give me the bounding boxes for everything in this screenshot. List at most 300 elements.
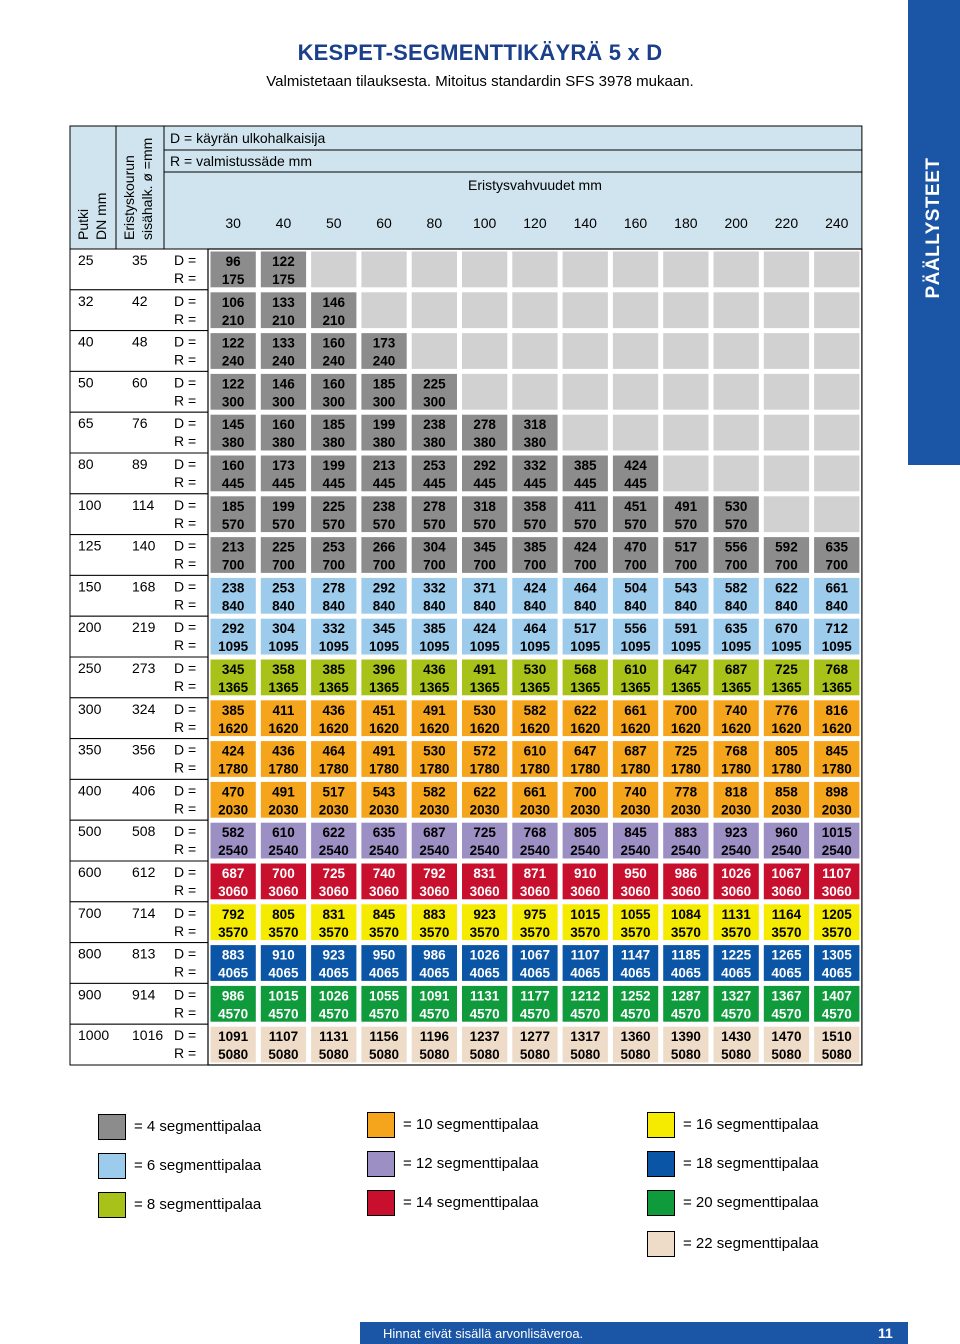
table-cell	[813, 291, 860, 329]
table-cell	[662, 373, 709, 411]
cell-r-value: 380	[322, 435, 346, 451]
cell-r-value: 1620	[469, 720, 500, 736]
insulation-header-line-1: Eristyskourun	[121, 155, 137, 240]
cell-d-value: 910	[573, 866, 597, 881]
cell-d-value: 700	[272, 866, 295, 881]
cell-r-value: 3060	[268, 884, 299, 899]
cell-d-value: 160	[322, 335, 346, 351]
cell-r-value: 300	[221, 394, 245, 410]
cell-d-value: 122	[221, 335, 245, 351]
cell-d-value: 464	[523, 621, 547, 637]
legend-label: = 16 segmenttipalaa	[683, 1116, 819, 1133]
table-data-border	[208, 249, 862, 1065]
table-cell	[763, 455, 810, 493]
cell-r-value: 1365	[419, 680, 450, 695]
d-label: D =	[174, 1027, 197, 1044]
table-cell	[813, 495, 860, 533]
cell-d-value: 213	[221, 539, 245, 555]
cell-d-value: 396	[372, 662, 396, 677]
cell-r-value: 570	[272, 516, 295, 532]
thickness-label: 200	[724, 215, 748, 231]
cell-d-value: 986	[674, 866, 698, 881]
cell-d-value: 622	[775, 580, 798, 596]
cell-r-value: 1095	[419, 639, 450, 655]
cell-d-value: 1287	[670, 988, 701, 1004]
cell-d-value: 278	[473, 417, 496, 433]
cell-d-value: 1107	[268, 1029, 299, 1045]
cell-d-value: 986	[221, 988, 245, 1004]
legend-swatch	[98, 1153, 126, 1179]
page-title: KESPET-SEGMENTTIKÄYRÄ 5 x D	[297, 40, 663, 65]
cell-r-value: 1365	[570, 680, 601, 695]
cell-d-value: 768	[825, 662, 849, 677]
cell-d-value: 1367	[771, 988, 802, 1004]
thickness-label: 120	[523, 215, 547, 231]
cell-r-value: 5080	[519, 1047, 550, 1063]
table-cell	[511, 373, 558, 411]
cell-r-value: 3570	[821, 924, 852, 940]
r-label: R =	[174, 310, 197, 327]
d-label: D =	[174, 904, 197, 921]
cell-d-value: 358	[272, 662, 295, 677]
table-cell	[763, 373, 810, 411]
cell-d-value: 253	[272, 580, 295, 596]
cell-d-value: 687	[724, 662, 748, 677]
cell-r-value: 1365	[519, 680, 550, 695]
cell-d-value: 1107	[822, 866, 852, 881]
cell-d-value: 385	[221, 702, 245, 718]
cell-d-value: 185	[322, 417, 346, 433]
cell-r-value: 240	[272, 353, 295, 369]
cell-d-value: 436	[423, 662, 446, 677]
cell-r-value: 570	[573, 516, 597, 532]
table-cell	[562, 373, 609, 411]
d-label: D =	[174, 496, 197, 513]
cell-d-value: 1015	[268, 988, 299, 1004]
cell-d-value: 960	[775, 825, 798, 841]
cell-d-value: 1067	[519, 947, 550, 963]
cell-r-value: 1620	[620, 720, 651, 736]
cell-d-value: 133	[272, 294, 295, 310]
cell-d-value: 1026	[469, 947, 500, 963]
pipe-dn: 250	[78, 660, 102, 676]
cell-d-value: 572	[473, 743, 496, 759]
cell-r-value: 3570	[268, 924, 299, 940]
cell-d-value: 146	[272, 376, 295, 392]
insulation-diameter: 42	[132, 292, 148, 309]
r-label: R =	[174, 270, 197, 286]
cell-r-value: 1620	[570, 720, 601, 736]
insulation-diameter: 356	[132, 741, 156, 758]
cell-r-value: 300	[372, 394, 396, 410]
cell-r-value: 840	[674, 598, 698, 614]
cell-d-value: 424	[624, 458, 647, 473]
cell-d-value: 464	[573, 580, 597, 596]
cell-r-value: 1620	[670, 720, 701, 736]
table-cell	[763, 332, 810, 370]
pipe-dn: 900	[78, 986, 102, 1003]
cell-r-value: 1365	[318, 680, 349, 695]
cell-d-value: 530	[724, 498, 748, 514]
thickness-label: 30	[225, 215, 241, 231]
cell-r-value: 700	[372, 557, 396, 573]
cell-r-value: 1365	[771, 680, 802, 695]
cell-r-value: 1780	[570, 761, 601, 777]
insulation-diameter: 914	[132, 986, 156, 1003]
cell-d-value: 1277	[519, 1029, 550, 1045]
cell-d-value: 517	[674, 539, 698, 555]
cell-d-value: 1185	[671, 947, 701, 963]
cell-d-value: 950	[372, 947, 396, 963]
table-cell	[662, 332, 709, 370]
cell-r-value: 1095	[570, 639, 601, 655]
cell-r-value: 240	[372, 353, 396, 369]
table-cell	[713, 291, 760, 329]
cell-r-value: 380	[423, 435, 446, 451]
cell-d-value: 385	[322, 662, 346, 677]
cell-d-value: 160	[322, 376, 346, 392]
cell-d-value: 292	[372, 580, 396, 596]
cell-r-value: 2540	[318, 843, 349, 859]
d-label: D =	[174, 415, 197, 432]
cell-r-value: 3060	[218, 884, 249, 899]
cell-d-value: 1107	[570, 947, 600, 963]
cell-r-value: 2030	[469, 802, 500, 818]
page-number: 11	[878, 1325, 893, 1341]
cell-d-value: 1390	[670, 1029, 701, 1045]
cell-d-value: 700	[674, 702, 698, 718]
cell-r-value: 1780	[318, 761, 349, 777]
cell-r-value: 380	[272, 435, 295, 451]
cell-r-value: 240	[221, 353, 245, 369]
cell-d-value: 451	[624, 498, 647, 514]
cell-r-value: 2030	[369, 802, 400, 818]
cell-d-value: 1055	[369, 988, 400, 1004]
cell-r-value: 445	[624, 476, 647, 491]
cell-r-value: 4065	[318, 965, 349, 981]
table-cell	[713, 373, 760, 411]
cell-d-value: 687	[423, 825, 446, 841]
cell-r-value: 4570	[821, 1006, 852, 1022]
cell-r-value: 570	[724, 516, 748, 532]
cell-d-value: 530	[523, 662, 547, 677]
cell-r-value: 4570	[771, 1006, 802, 1022]
cell-d-value: 1510	[821, 1029, 852, 1045]
insulation-diameter: 273	[132, 660, 156, 676]
cell-r-value: 1095	[318, 639, 349, 655]
legend-label: = 6 segmenttipalaa	[134, 1157, 262, 1174]
cell-d-value: 725	[473, 825, 496, 841]
cell-r-value: 380	[523, 435, 547, 451]
legend-swatch	[647, 1190, 675, 1216]
cell-d-value: 635	[724, 621, 748, 637]
cell-d-value: 591	[674, 621, 698, 637]
cell-r-value: 2030	[570, 802, 601, 818]
cell-r-value: 1780	[771, 761, 802, 777]
cell-d-value: 986	[423, 947, 446, 963]
cell-r-value: 4570	[419, 1006, 450, 1022]
cell-d-value: 1212	[570, 988, 601, 1004]
cell-d-value: 568	[573, 662, 597, 677]
cell-d-value: 332	[423, 580, 446, 596]
legend-label: = 18 segmenttipalaa	[683, 1155, 819, 1172]
cell-d-value: 712	[825, 621, 849, 637]
cell-r-value: 2540	[771, 843, 802, 859]
cell-r-value: 700	[473, 557, 496, 573]
cell-d-value: 122	[221, 376, 245, 392]
table-cell	[411, 332, 458, 370]
r-label: R =	[174, 351, 197, 368]
cell-r-value: 1620	[268, 720, 299, 736]
thickness-title: Eristysvahvuudet mm	[468, 177, 602, 193]
cell-d-value: 225	[423, 376, 446, 392]
legend-label: = 14 segmenttipalaa	[403, 1194, 539, 1211]
cell-r-value: 5080	[721, 1047, 752, 1063]
cell-d-value: 424	[573, 539, 597, 555]
cell-d-value: 740	[724, 702, 748, 718]
cell-d-value: 199	[372, 417, 396, 433]
cell-d-value: 635	[825, 539, 849, 555]
cell-d-value: 805	[272, 906, 295, 922]
d-label: D =	[174, 537, 197, 554]
cell-d-value: 278	[423, 498, 446, 514]
cell-d-value: 491	[473, 662, 496, 677]
cell-d-value: 436	[322, 702, 346, 718]
cell-r-value: 3060	[519, 884, 550, 899]
cell-r-value: 4065	[268, 965, 299, 981]
cell-r-value: 1095	[369, 639, 400, 655]
cell-r-value: 1620	[318, 720, 349, 736]
cell-r-value: 2540	[721, 843, 752, 859]
cell-r-value: 1365	[670, 680, 701, 695]
cell-r-value: 3570	[620, 924, 651, 940]
r-label: R =	[174, 1004, 197, 1021]
cell-d-value: 517	[322, 784, 346, 800]
cell-r-value: 1780	[369, 761, 400, 777]
cell-r-value: 700	[523, 557, 547, 573]
cell-d-value: 225	[322, 498, 346, 514]
cell-r-value: 1780	[268, 761, 299, 777]
cell-d-value: 1237	[469, 1029, 500, 1045]
cell-r-value: 1365	[268, 680, 299, 695]
cell-r-value: 1780	[721, 761, 752, 777]
cell-d-value: 898	[825, 784, 849, 800]
cell-r-value: 2540	[821, 843, 852, 859]
cell-d-value: 582	[724, 580, 748, 596]
cell-d-value: 768	[724, 743, 748, 759]
table-cell	[713, 332, 760, 370]
cell-d-value: 332	[322, 621, 346, 637]
cell-r-value: 840	[221, 598, 245, 614]
cell-r-value: 1620	[519, 720, 550, 736]
cell-r-value: 3060	[369, 884, 400, 899]
cell-r-value: 1095	[620, 639, 651, 655]
cell-r-value: 700	[624, 557, 647, 573]
cell-d-value: 923	[322, 947, 346, 963]
cell-d-value: 464	[322, 743, 346, 759]
cell-d-value: 517	[573, 621, 597, 637]
cell-r-value: 570	[322, 516, 346, 532]
cell-d-value: 160	[221, 458, 245, 473]
r-label: R =	[174, 678, 197, 694]
footer-note: Hinnat eivät sisällä arvonlisäveroa.	[383, 1326, 584, 1341]
cell-r-value: 2030	[771, 802, 802, 818]
cell-r-value: 1620	[821, 720, 852, 736]
cell-d-value: 610	[523, 743, 547, 759]
cell-r-value: 3570	[218, 924, 249, 940]
cell-r-value: 4065	[570, 965, 601, 981]
cell-r-value: 380	[372, 435, 396, 451]
insulation-diameter: 114	[132, 496, 155, 513]
cell-d-value: 923	[473, 906, 496, 922]
cell-r-value: 2540	[670, 843, 701, 859]
thickness-label: 80	[426, 215, 443, 231]
r-label: R =	[174, 922, 197, 939]
cell-r-value: 3060	[318, 884, 349, 899]
cell-d-value: 556	[724, 539, 748, 555]
cell-r-value: 1095	[519, 639, 550, 655]
cell-d-value: 304	[423, 539, 446, 555]
insulation-diameter: 324	[132, 700, 156, 717]
cell-d-value: 725	[322, 866, 346, 881]
cell-r-value: 840	[272, 598, 295, 614]
cell-r-value: 570	[372, 516, 396, 532]
cell-d-value: 173	[272, 458, 295, 473]
cell-r-value: 3060	[469, 884, 500, 899]
cell-d-value: 610	[272, 825, 295, 841]
cell-r-value: 1365	[721, 680, 752, 695]
cell-d-value: 1131	[470, 988, 500, 1004]
cell-d-value: 199	[322, 458, 346, 473]
cell-d-value: 1470	[771, 1029, 802, 1045]
cell-d-value: 883	[221, 947, 245, 963]
cell-r-value: 2540	[570, 843, 601, 859]
cell-d-value: 1026	[721, 866, 752, 881]
cell-r-value: 1780	[821, 761, 852, 777]
insulation-diameter: 219	[132, 619, 156, 636]
cell-d-value: 725	[674, 743, 698, 759]
thickness-label: 140	[573, 215, 597, 231]
cell-d-value: 661	[523, 784, 547, 800]
cell-r-value: 1620	[369, 720, 400, 736]
cell-d-value: 385	[523, 539, 547, 555]
r-label: R =	[174, 596, 197, 613]
cell-d-value: 385	[573, 458, 597, 473]
cell-d-value: 1407	[821, 988, 852, 1004]
cell-d-value: 213	[372, 458, 396, 473]
pipe-dn: 350	[78, 741, 102, 758]
cell-r-value: 4065	[821, 965, 852, 981]
cell-d-value: 160	[272, 417, 295, 433]
table-cell	[662, 414, 709, 452]
cell-r-value: 300	[423, 394, 446, 410]
r-label: R =	[174, 882, 197, 898]
cell-d-value: 543	[372, 784, 396, 800]
cell-r-value: 2030	[519, 802, 550, 818]
cell-d-value: 831	[322, 906, 346, 922]
cell-d-value: 1205	[821, 906, 852, 922]
cell-r-value: 570	[473, 516, 496, 532]
cell-r-value: 5080	[469, 1047, 500, 1063]
cell-r-value: 3060	[620, 884, 651, 899]
cell-d-value: 845	[372, 906, 396, 922]
table-cell	[562, 332, 609, 370]
cell-d-value: 647	[674, 662, 698, 677]
table-cell	[461, 332, 508, 370]
table-cell	[662, 455, 709, 493]
table-cell	[813, 251, 860, 289]
cell-d-value: 1015	[821, 825, 852, 841]
cell-d-value: 411	[574, 498, 597, 514]
pipe-dn: 600	[78, 864, 102, 880]
cell-d-value: 530	[473, 702, 496, 718]
r-label: R =	[174, 963, 197, 980]
cell-d-value: 582	[221, 825, 245, 841]
cell-d-value: 278	[322, 580, 346, 596]
cell-d-value: 470	[624, 539, 647, 555]
insulation-diameter: 168	[132, 578, 156, 595]
thickness-label: 60	[376, 215, 392, 231]
legend-label: = 8 segmenttipalaa	[134, 1196, 262, 1213]
cell-d-value: 106	[221, 294, 245, 310]
cell-r-value: 4570	[318, 1006, 349, 1022]
table-cell	[461, 251, 508, 289]
cell-r-value: 3570	[721, 924, 752, 940]
cell-d-value: 776	[775, 702, 798, 718]
cell-d-value: 883	[674, 825, 698, 841]
cell-d-value: 687	[221, 866, 245, 881]
pipe-dn: 400	[78, 782, 102, 799]
cell-d-value: 858	[775, 784, 798, 800]
cell-d-value: 133	[272, 335, 295, 351]
r-label: R =	[174, 759, 197, 776]
cell-r-value: 1780	[419, 761, 450, 777]
d-label: D =	[174, 945, 197, 962]
table-cell	[461, 373, 508, 411]
cell-d-value: 424	[221, 743, 245, 759]
cell-r-value: 3570	[419, 924, 450, 940]
cell-d-value: 1252	[620, 988, 651, 1004]
cell-d-value: 923	[724, 825, 748, 841]
cell-d-value: 647	[573, 743, 597, 759]
cell-r-value: 175	[272, 272, 295, 287]
table-cell	[662, 291, 709, 329]
cell-d-value: 436	[272, 743, 295, 759]
cell-r-value: 4065	[519, 965, 550, 981]
legend-d-text: D = käyrän ulkohalkaisija	[170, 130, 326, 146]
table-cell	[612, 414, 659, 452]
d-label: D =	[174, 986, 197, 1003]
insulation-diameter: 60	[132, 374, 148, 391]
cell-d-value: 582	[423, 784, 446, 800]
cell-r-value: 700	[573, 557, 597, 573]
cell-r-value: 1620	[419, 720, 450, 736]
table-cell	[310, 251, 357, 289]
cell-r-value: 570	[221, 516, 245, 532]
table-cell	[511, 291, 558, 329]
legend-swatch	[98, 1192, 126, 1218]
pipe-dn: 65	[78, 415, 94, 432]
cell-d-value: 122	[272, 254, 295, 269]
table-cell	[461, 291, 508, 329]
cell-d-value: 792	[423, 866, 446, 881]
cell-r-value: 1095	[268, 639, 299, 655]
table-cell	[763, 414, 810, 452]
cell-r-value: 210	[272, 312, 295, 328]
cell-d-value: 1225	[721, 947, 752, 963]
table-cell	[562, 251, 609, 289]
cell-d-value: 470	[221, 784, 245, 800]
